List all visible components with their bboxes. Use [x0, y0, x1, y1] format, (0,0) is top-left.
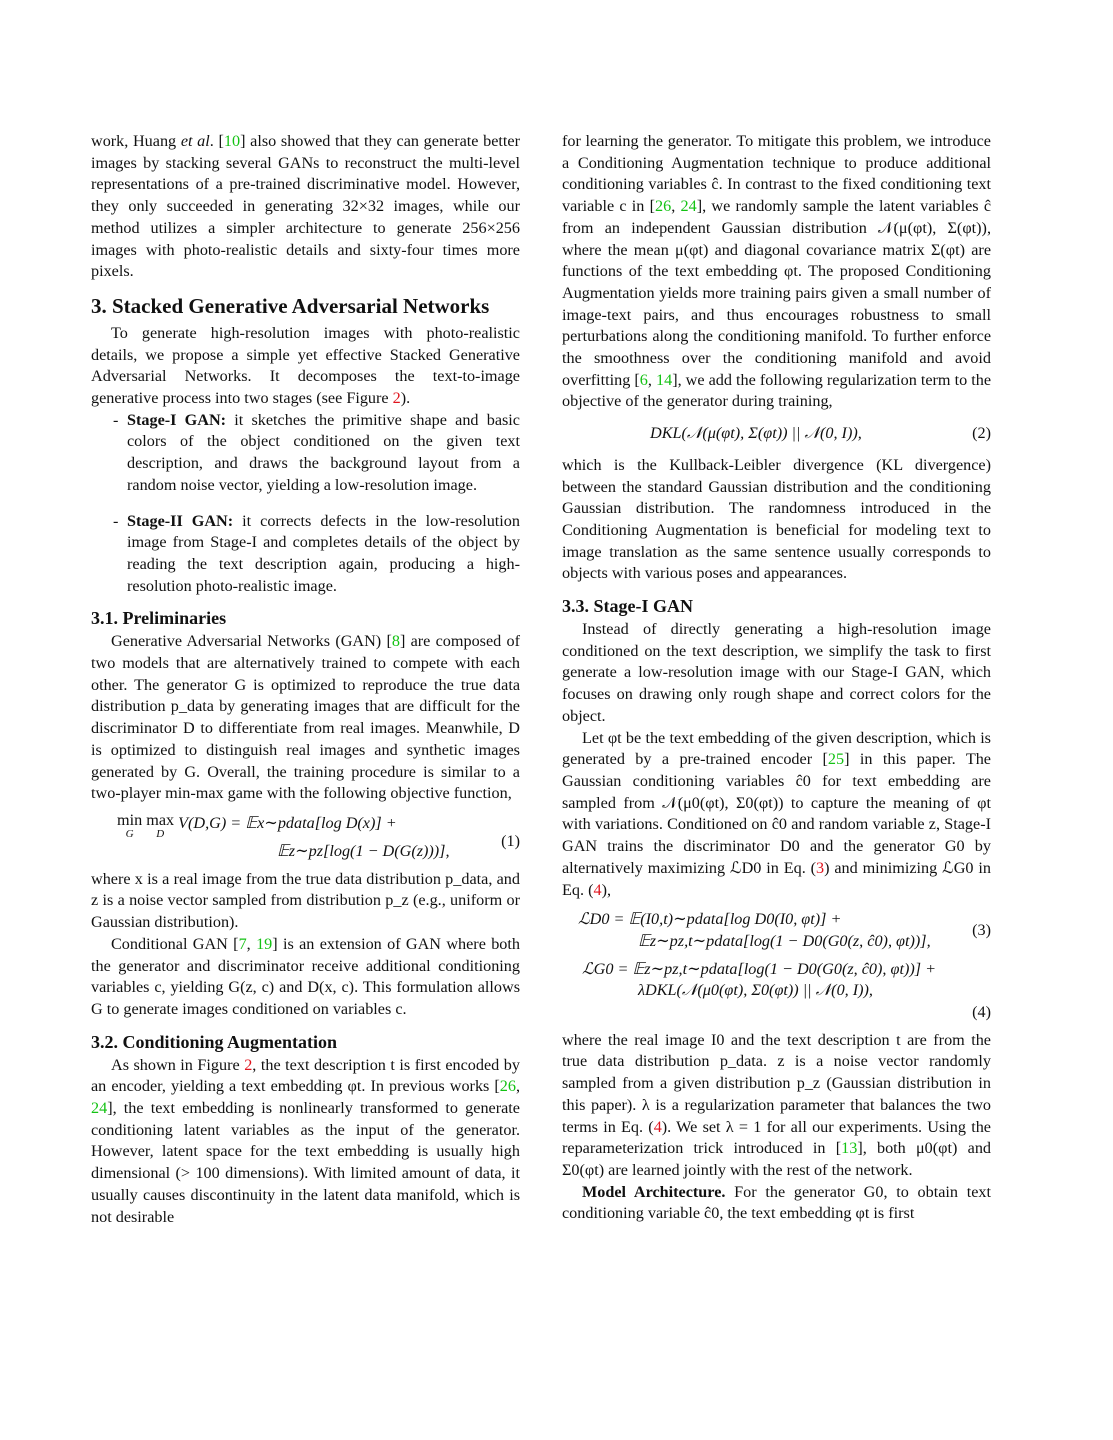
- equation-4: ℒG0 = 𝔼z∼pz,t∼pdata[log(1 − D0(G0(z, ĉ0), φt))] + λDKL(𝒩(μ0(φt), Σ0(φt)) || 𝒩(0, I)), (4): [582, 959, 991, 1022]
- section-heading: 3. Stacked Generative Adversarial Networks: [91, 293, 490, 318]
- subsection-heading: 3.1. Preliminaries: [91, 608, 227, 629]
- equation-link[interactable]: 4: [653, 1117, 662, 1136]
- equation-link[interactable]: 3: [816, 858, 825, 877]
- paragraph: Conditional GAN [7, 19] is an extension of GAN where both the generator and discriminator receive additional conditioning variables c, yielding G(z, c) and D(x, c). This formulation allows G to generate images conditioned on variables c.: [91, 934, 520, 1018]
- paragraph: which is the Kullback-Leibler divergence (KL divergence) between the standard Gaussian distribution and the conditioning Gaussian distribution. The randomness introduced in the Conditioning Augmentation is beneficial for modeling text to image translation as the same sentence usually corresponds to objects with various poses and appearances.: [562, 455, 991, 583]
- citation-link[interactable]: 14: [656, 370, 673, 389]
- citation-link[interactable]: 24: [91, 1099, 108, 1118]
- equation-number: (1): [501, 831, 520, 850]
- citation-link[interactable]: 7: [238, 934, 247, 953]
- figure-link[interactable]: 2: [244, 1055, 253, 1074]
- citation-link[interactable]: 8: [391, 632, 400, 651]
- equation-3: ℒD0 = 𝔼(I0,t)∼pdata[log D0(I0, φt)] + 𝔼z∼pz,t∼pdata[log(1 − D0(G0(z, ĉ0), φt))], (3): [578, 910, 991, 950]
- equation-1: min G max D V(D,G) = 𝔼x∼pdata[log D(x)] + 𝔼z∼pz[log(1 − D(G(z)))], (1): [117, 810, 520, 860]
- paragraph: Model Architecture. For the generator G0, to obtain text conditioning variable ĉ0, the text embedding φt is first: [562, 1182, 991, 1223]
- paragraph: Generative Adversarial Networks (GAN) [8] are composed of two models that are alternatively trained to compete with each other. The generator G is optimized to reproduce the true data distribution p_data by generating images that are difficult for the discriminator D to differentiate from real images. Meanwhile, D is optimized to distinguish real images and synthetic images generated by G. Overall, the training procedure is similar to a two-player min-max game with the following objective function,: [91, 632, 520, 803]
- citation-link[interactable]: 6: [639, 370, 648, 389]
- equation-number: (2): [972, 424, 991, 443]
- paragraph: Let φt be the text embedding of the given description, which is generated by a pre-trained encoder [25] in this paper. The Gaussian conditioning variables ĉ0 for text embedding are sampled from 𝒩(μ0(φt), Σ0(φt)) to capture the meaning of φt with variations. Conditioned on ĉ0 and random variable z, Stage-I GAN trains the discriminator D0 and the generator G0 by alternatively maximizing ℒD0 in Eq. (3) and minimizing ℒG0 in Eq. (4),: [562, 728, 991, 899]
- subsection-heading: 3.2. Conditioning Augmentation: [91, 1031, 338, 1052]
- right-column: [562, 131, 991, 1225]
- citation-link[interactable]: 19: [256, 934, 273, 953]
- equation-link[interactable]: 4: [593, 880, 602, 899]
- citation-link[interactable]: 10: [223, 132, 241, 150]
- section-paragraph: To generate high-resolution images with photo-realistic details, we propose a simple yet effective Stacked Generative Adversarial Networks. It decomposes the text-to-image generative process into two stages (see Figure 2).: [91, 323, 520, 408]
- paragraph: where x is a real image from the true data distribution p_data, and z is a noise vector sampled from distribution p_z (e.g., uniform or Gaussian distribution).: [91, 869, 520, 932]
- intro-paragraph: work, Huang et al. [10] also showed that they can generate better images by stacking several GANs to reconstruct the multi-level representations of a pre-trained discriminative model. However, they only succeeded in generating 32×32 images, while our method utilizes a simpler architecture to generate 256×256 images with photo-realistic details and sixty-four times more pixels.: [91, 132, 520, 281]
- equation-number: (3): [972, 921, 991, 940]
- citation-link[interactable]: 26: [499, 1077, 516, 1096]
- subsection-heading: 3.3. Stage-I GAN: [562, 596, 693, 617]
- paragraph: As shown in Figure 2, the text description t is first encoded by an encoder, yielding a text embedding φt. In previous works [26, 24], the text embedding is nonlinearly transformed to generate conditioning latent variables as the input of the generator. However, latent space for the text embedding is usually high dimensional (> 100 dimensions). With limited amount of data, it usually causes discontinuity in the latent data manifold, which is not desirable: [91, 1055, 520, 1226]
- citation-link[interactable]: 25: [827, 750, 845, 769]
- citation-link[interactable]: 24: [680, 197, 697, 216]
- equation-2: DKL(𝒩(μ(φt), Σ(φt)) || 𝒩(0, I)), (2): [562, 423, 991, 445]
- paragraph: where the real image I0 and the text description t are from the true data distribution p_data. z is a noise vector randomly sampled from a given distribution p_z (Gaussian distribution in this paper). λ is a regularization parameter that balances the two terms in Eq. (4). We set λ = 1 for all our experiments. Using the reparameterization trick introduced in [13], both μ0(φt) and Σ0(φt) are learned jointly with the rest of the network.: [562, 1030, 992, 1179]
- citation-link[interactable]: 13: [841, 1139, 858, 1158]
- bullet-item: - Stage-I GAN: it sketches the primitive shape and basic colors of the object conditioned on the given text description, and draws the background layout from a random noise vector, yielding a low-resolution image.: [113, 410, 520, 494]
- equation-number: (4): [972, 1003, 991, 1022]
- bullet-item: - Stage-II GAN: it corrects defects in the low-resolution image from Stage-I and completes details of the object by reading the text description again, producing a high-resolution photo-realistic image.: [113, 511, 520, 595]
- citation-link[interactable]: 26: [655, 197, 672, 216]
- paragraph: for learning the generator. To mitigate this problem, we introduce a Conditioning Augmentation technique to produce additional conditioning variables ĉ. In contrast to the fixed conditioning text variable c in [26, 24], we randomly sample the latent variables ĉ from an independent Gaussian distribution 𝒩(μ(φt), Σ(φt)), where the mean μ(φt) and diagonal covariance matrix Σ(φt) are functions of the text embedding φt. The proposed Conditioning Augmentation yields more training pairs given a small number of image-text pairs, and thus encourages robustness to small perturbations along the conditioning manifold. To further enforce the smoothness over the conditioning manifold and avoid overfitting [6, 14], we add the following regularization term to the objective of the generator during training,: [562, 132, 992, 411]
- paragraph: Instead of directly generating a high-resolution image conditioned on the text description, we simplify the task to first generate a low-resolution image with our Stage-I GAN, which focuses on drawing only rough shape and correct colors for the object.: [562, 620, 991, 725]
- left-column: [91, 131, 520, 1228]
- figure-link[interactable]: 2: [392, 389, 401, 408]
